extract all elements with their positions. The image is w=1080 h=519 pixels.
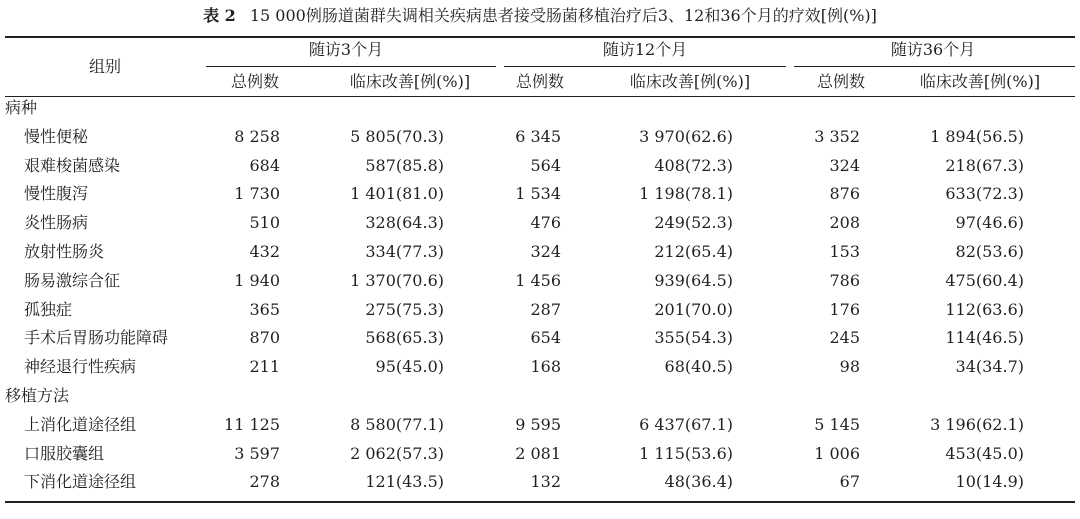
total-header-36m: 总例数 [816, 72, 865, 91]
total-cell: 564 [530, 155, 561, 175]
row-label: 手术后胃肠功能障碍 [24, 328, 169, 348]
total-cell: 211 [249, 357, 280, 377]
row-label: 肠易激综合征 [24, 270, 121, 290]
improved-cell: 1 198(78.1) [639, 184, 733, 204]
total-cell: 132 [530, 472, 561, 492]
improved-cell: 1 894(56.5) [930, 126, 1024, 146]
improved-cell: 328(64.3) [365, 213, 444, 233]
improved-cell: 8 580(77.1) [350, 414, 444, 434]
total-cell: 476 [530, 213, 561, 233]
table-caption [0, 5, 1080, 27]
improved-cell: 3 970(62.6) [639, 126, 733, 146]
total-cell: 870 [249, 328, 280, 348]
total-cell: 432 [249, 242, 280, 261]
total-cell: 176 [829, 299, 860, 319]
improved-cell: 95(45.0) [375, 357, 444, 377]
improved-cell: 568(65.3) [365, 328, 444, 348]
row-label: 慢性便秘 [24, 126, 89, 146]
improved-cell: 1 401(81.0) [350, 184, 444, 204]
improved-cell: 201(70.0) [654, 299, 733, 319]
improved-cell: 408(72.3) [654, 155, 733, 175]
total-cell: 5 145 [814, 414, 860, 434]
improved-cell: 1 115(53.6) [639, 443, 733, 463]
header-rule [5, 96, 1075, 97]
improved-cell: 6 437(67.1) [639, 414, 733, 434]
table-title: 15 000例肠道菌群失调相关疾病患者接受肠菌移植治疗后3、12和36个月的疗效[例(%)] [249, 6, 877, 25]
improved-cell: 114(46.5) [945, 328, 1024, 348]
improved-cell: 10(14.9) [955, 472, 1024, 492]
row-label: 上消化道途径组 [24, 414, 137, 434]
improved-cell: 112(63.6) [945, 299, 1024, 319]
improved-header-12m: 临床改善[例(%)] [629, 72, 751, 91]
improved-cell: 334(77.3) [365, 242, 444, 261]
total-cell: 208 [829, 213, 860, 233]
improved-cell: 633(72.3) [945, 184, 1024, 204]
period-underline-3m [206, 66, 496, 67]
total-cell: 786 [829, 270, 860, 290]
improved-cell: 475(60.4) [945, 270, 1024, 290]
total-cell: 98 [839, 357, 860, 377]
row-label: 神经退行性疾病 [24, 357, 137, 377]
improved-cell: 82(53.6) [955, 242, 1024, 261]
period-header-3m: 随访3个月 [308, 40, 384, 59]
row-label: 慢性腹泻 [24, 184, 89, 204]
total-header-12m: 总例数 [515, 72, 564, 91]
improved-cell: 275(75.3) [365, 299, 444, 319]
total-cell: 9 595 [515, 414, 561, 434]
total-cell: 8 258 [234, 126, 280, 146]
period-underline-12m [504, 66, 786, 67]
improved-cell: 97(46.6) [955, 213, 1024, 233]
improved-cell: 1 370(70.6) [350, 270, 444, 290]
bottom-rule [5, 501, 1075, 503]
period-header-36m: 随访36个月 [890, 40, 976, 59]
total-cell: 2 081 [515, 443, 561, 463]
period-header-12m: 随访12个月 [602, 40, 688, 59]
top-rule [5, 36, 1075, 38]
group-header: 组别 [88, 57, 121, 76]
improved-header-36m: 临床改善[例(%)] [919, 72, 1041, 91]
total-cell: 324 [829, 155, 860, 175]
total-cell: 1 006 [814, 443, 860, 463]
section-heading: 病种 [5, 98, 38, 117]
total-cell: 3 597 [234, 443, 280, 463]
total-cell: 365 [249, 299, 280, 319]
total-cell: 11 125 [224, 414, 280, 434]
improved-cell: 2 062(57.3) [350, 443, 444, 463]
improved-cell: 121(43.5) [365, 472, 444, 492]
total-cell: 684 [249, 155, 280, 175]
row-label: 放射性肠炎 [24, 242, 105, 261]
total-cell: 1 730 [234, 184, 280, 204]
improved-cell: 68(40.5) [664, 357, 733, 377]
improved-header-3m: 临床改善[例(%)] [349, 72, 471, 91]
total-cell: 1 940 [234, 270, 280, 290]
total-cell: 510 [249, 213, 280, 233]
improved-cell: 355(54.3) [654, 328, 733, 348]
total-cell: 6 345 [515, 126, 561, 146]
total-cell: 153 [829, 242, 860, 261]
table-label: 表 2 [203, 6, 236, 25]
row-label: 下消化道途径组 [24, 472, 137, 492]
improved-cell: 587(85.8) [365, 155, 444, 175]
total-cell: 1 456 [515, 270, 561, 290]
improved-cell: 48(36.4) [664, 472, 733, 492]
improved-cell: 5 805(70.3) [350, 126, 444, 146]
row-label: 艰难梭菌感染 [24, 155, 121, 175]
total-cell: 287 [530, 299, 561, 319]
total-cell: 876 [829, 184, 860, 204]
total-cell: 324 [530, 242, 561, 261]
total-cell: 168 [530, 357, 561, 377]
total-cell: 1 534 [515, 184, 561, 204]
improved-cell: 3 196(62.1) [930, 414, 1024, 434]
improved-cell: 218(67.3) [945, 155, 1024, 175]
period-underline-36m [794, 66, 1075, 67]
total-cell: 278 [249, 472, 280, 492]
total-cell: 3 352 [814, 126, 860, 146]
total-cell: 245 [829, 328, 860, 348]
total-header-3m: 总例数 [230, 72, 279, 91]
row-label: 口服胶囊组 [24, 443, 105, 463]
section-heading: 移植方法 [5, 386, 70, 405]
improved-cell: 939(64.5) [654, 270, 733, 290]
improved-cell: 34(34.7) [955, 357, 1024, 377]
row-label: 孤独症 [24, 299, 73, 319]
improved-cell: 453(45.0) [945, 443, 1024, 463]
improved-cell: 212(65.4) [654, 242, 733, 261]
total-cell: 654 [530, 328, 561, 348]
total-cell: 67 [839, 472, 860, 492]
improved-cell: 249(52.3) [654, 213, 733, 233]
row-label: 炎性肠病 [24, 213, 89, 233]
